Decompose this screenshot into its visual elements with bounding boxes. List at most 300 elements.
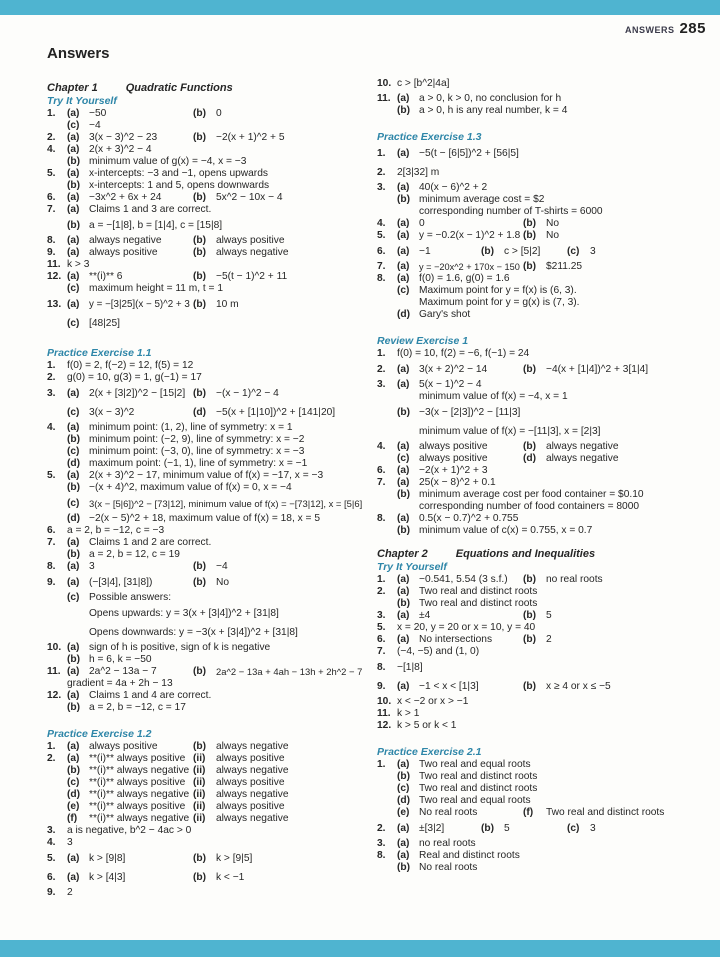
part-label: (b) bbox=[67, 654, 81, 665]
answer-row bbox=[377, 242, 707, 261]
part-label: (b) bbox=[481, 246, 495, 257]
answer-text: Two real and distinct roots bbox=[546, 807, 665, 818]
answer-text: h = 6, k = −50 bbox=[89, 654, 152, 665]
answer-text: always positive bbox=[216, 801, 285, 812]
answer-text: ±[3|2] bbox=[419, 823, 445, 834]
part-label: (a) bbox=[397, 379, 410, 390]
answer-text: **(i)** always negative bbox=[89, 765, 190, 776]
answer-row bbox=[47, 777, 365, 789]
part-label: (c) bbox=[397, 453, 410, 464]
answer-section bbox=[377, 74, 707, 117]
answer-text: k > 1 bbox=[397, 708, 420, 719]
answer-row bbox=[47, 825, 365, 837]
answer-row bbox=[377, 862, 707, 874]
answer-text: k > 3 bbox=[67, 259, 90, 270]
chapter-number: Chapter 1 bbox=[47, 82, 98, 94]
part-label: (b) bbox=[397, 862, 411, 873]
answer-text: corresponding number of T-shirts = 6000 bbox=[419, 206, 603, 217]
answer-row bbox=[377, 422, 707, 441]
part-label: (b) bbox=[523, 634, 537, 645]
part-label: (a) bbox=[67, 537, 80, 548]
answer-text: always positive bbox=[419, 441, 488, 452]
question-number: 2. bbox=[377, 586, 386, 597]
question-number: 3. bbox=[377, 182, 386, 193]
part-label: (b) bbox=[67, 156, 81, 167]
part-label: (a) bbox=[67, 204, 80, 215]
answer-text: k > [9|8] bbox=[89, 853, 126, 864]
part-label: (d) bbox=[193, 407, 207, 418]
part-label: (a) bbox=[397, 218, 410, 229]
part-label: (b) bbox=[67, 482, 81, 493]
answer-text: 3(x − 3)^2 − 23 bbox=[89, 132, 158, 143]
chapter-title: Equations and Inequalities bbox=[455, 548, 596, 560]
question-number: 1. bbox=[377, 574, 386, 585]
question-number: 10. bbox=[377, 78, 392, 89]
answer-text: a = 2, b = 12, c = 19 bbox=[89, 549, 180, 560]
answer-text: Two real and distinct roots bbox=[419, 783, 538, 794]
answer-row bbox=[47, 120, 365, 132]
part-label: (a) bbox=[67, 144, 80, 155]
page-title: Answers bbox=[47, 45, 110, 62]
part-label: (b) bbox=[397, 525, 411, 536]
answer-text: 3(x − [5|6])^2 − [73|12], minimum value of f(x) = −[73|12], x = [5|6] bbox=[89, 498, 363, 509]
answer-text: $211.25 bbox=[546, 261, 583, 272]
answer-row bbox=[377, 360, 707, 379]
answer-text: Claims 1 and 4 are correct. bbox=[89, 690, 212, 701]
answer-row bbox=[47, 561, 365, 573]
question-number: 6. bbox=[47, 872, 56, 883]
part-label: (b) bbox=[67, 702, 81, 713]
answer-row bbox=[377, 489, 707, 501]
answer-text: always negative bbox=[216, 789, 289, 800]
answer-text: minimum average cost = $2 bbox=[419, 194, 545, 205]
question-number: 4. bbox=[47, 837, 56, 848]
answer-text: Maximum point for y = g(x) is (7, 3). bbox=[419, 297, 580, 308]
section-heading: Try It Yourself bbox=[47, 95, 117, 107]
answer-text: Gary's shot bbox=[419, 309, 471, 320]
answer-row bbox=[377, 194, 707, 206]
answer-text: Two real and equal roots bbox=[419, 795, 531, 806]
answer-row bbox=[47, 168, 365, 180]
question-number: 7. bbox=[377, 646, 386, 657]
answer-row bbox=[47, 283, 365, 295]
part-label: (b) bbox=[397, 598, 411, 609]
answer-section bbox=[47, 728, 365, 899]
part-label: (ii) bbox=[193, 753, 206, 764]
answer-row bbox=[377, 838, 707, 850]
answer-text: [48|25] bbox=[89, 318, 120, 329]
answer-text: Opens upwards: y = 3(x + [3|4])^2 + [31|8] bbox=[89, 608, 279, 619]
answer-row bbox=[47, 372, 365, 384]
answer-row bbox=[377, 759, 707, 771]
answer-row bbox=[377, 465, 707, 477]
question-number: 1. bbox=[47, 360, 56, 371]
answer-row bbox=[47, 513, 365, 525]
answer-text: −2(x + 1)^2 + 5 bbox=[216, 132, 285, 143]
answer-text: −2(x + 1)^2 + 3 bbox=[419, 465, 488, 476]
answer-text: minimum value of f(x) = −4, x = 1 bbox=[419, 391, 568, 402]
answer-text: −4 bbox=[216, 561, 228, 572]
answer-section bbox=[47, 347, 365, 714]
answer-row bbox=[47, 204, 365, 216]
question-number: 8. bbox=[377, 662, 386, 673]
answer-row bbox=[47, 623, 365, 642]
bottom-color-bar bbox=[0, 940, 720, 957]
answer-text: (−4, −5) and (1, 0) bbox=[397, 646, 480, 657]
answer-row bbox=[47, 180, 365, 192]
answer-row bbox=[377, 230, 707, 242]
question-number: 7. bbox=[47, 204, 56, 215]
part-label: (a) bbox=[397, 850, 410, 861]
answer-text: y = −20x^2 + 170x − 150 bbox=[419, 262, 520, 272]
answer-row bbox=[47, 666, 365, 678]
chapter-number: Chapter 2 bbox=[377, 548, 428, 560]
answer-text: Possible answers: bbox=[89, 592, 172, 603]
part-label: (a) bbox=[397, 838, 410, 849]
answer-text: 2 bbox=[546, 634, 552, 645]
answer-row bbox=[377, 261, 707, 273]
answer-row bbox=[377, 206, 707, 218]
part-label: (d) bbox=[397, 309, 411, 320]
answer-row bbox=[47, 789, 365, 801]
page-number: 285 bbox=[679, 20, 706, 37]
answer-text: 2(x + 3)^2 − 4 bbox=[89, 144, 152, 155]
part-label: (a) bbox=[67, 577, 80, 588]
answer-text: Opens downwards: y = −3(x + [3|4])^2 + [31|8] bbox=[89, 627, 298, 638]
question-number: 6. bbox=[47, 525, 56, 536]
answer-row bbox=[377, 441, 707, 453]
answer-text: No bbox=[546, 230, 560, 241]
part-label: (a) bbox=[67, 741, 80, 752]
answer-row bbox=[377, 586, 707, 598]
answer-section bbox=[377, 131, 707, 321]
part-label: (a) bbox=[397, 273, 410, 284]
question-number: 12. bbox=[47, 690, 62, 701]
answer-text: f(0) = 2, f(−2) = 12, f(5) = 12 bbox=[67, 360, 194, 371]
answer-text: −(x + 4)^2, maximum value of f(x) = 0, x = −4 bbox=[89, 482, 292, 493]
part-label: (a) bbox=[67, 666, 80, 677]
answer-text: 2(x + [3|2])^2 − [15|2] bbox=[89, 388, 186, 399]
part-label: (c) bbox=[397, 285, 410, 296]
part-label: (a) bbox=[397, 610, 410, 621]
answer-text: minimum point: (−2, 9), line of symmetry: x = −2 bbox=[89, 434, 305, 445]
answer-text: minimum value of g(x) = −4, x = −3 bbox=[89, 156, 247, 167]
answer-text: 10 m bbox=[216, 299, 239, 310]
question-number: 1. bbox=[377, 348, 386, 359]
answer-row bbox=[377, 610, 707, 622]
answer-text: −5(t − [6|5])^2 + [56|5] bbox=[419, 148, 519, 159]
answer-row bbox=[377, 403, 707, 422]
question-number: 6. bbox=[377, 634, 386, 645]
part-label: (a) bbox=[397, 364, 410, 375]
question-number: 7. bbox=[377, 261, 386, 272]
answer-row bbox=[377, 646, 707, 658]
answer-row bbox=[377, 218, 707, 230]
question-number: 7. bbox=[47, 537, 56, 548]
part-label: (a) bbox=[397, 441, 410, 452]
part-label: (a) bbox=[397, 148, 410, 159]
part-label: (a) bbox=[67, 422, 80, 433]
part-label: (a) bbox=[397, 261, 410, 272]
answer-row bbox=[47, 525, 365, 537]
answer-text: Two real and distinct roots bbox=[419, 586, 538, 597]
answer-text: No real roots bbox=[419, 862, 478, 873]
answer-text: 40(x − 6)^2 + 2 bbox=[419, 182, 488, 193]
part-label: (b) bbox=[67, 549, 81, 560]
answer-row bbox=[47, 537, 365, 549]
question-number: 11. bbox=[377, 708, 391, 719]
part-label: (b) bbox=[67, 434, 81, 445]
answer-row bbox=[377, 477, 707, 489]
answer-row bbox=[377, 379, 707, 391]
answer-row bbox=[377, 309, 707, 321]
part-label: (a) bbox=[67, 753, 80, 764]
answer-section bbox=[377, 561, 707, 732]
answer-text: x-intercepts: 1 and 5, opens downwards bbox=[89, 180, 270, 191]
answer-row bbox=[377, 273, 707, 285]
question-number: 2. bbox=[47, 372, 56, 383]
left-column bbox=[47, 71, 365, 899]
answer-text: minimum point: (1, 2), line of symmetry: x = 1 bbox=[89, 422, 293, 433]
answer-text: x ≥ 4 or x ≤ −5 bbox=[546, 681, 611, 692]
answer-row bbox=[47, 108, 365, 120]
answer-text: 0.5(x − 0.7)^2 + 0.755 bbox=[419, 513, 519, 524]
answer-row bbox=[47, 271, 365, 283]
answer-row bbox=[377, 182, 707, 194]
question-number: 8. bbox=[377, 513, 386, 524]
part-label: (b) bbox=[193, 271, 207, 282]
answer-text: always negative bbox=[546, 441, 619, 452]
answer-row bbox=[377, 453, 707, 465]
answer-section bbox=[377, 335, 707, 537]
part-label: (d) bbox=[67, 513, 81, 524]
question-number: 9. bbox=[47, 247, 56, 258]
answer-row bbox=[377, 93, 707, 105]
part-label: (b) bbox=[523, 681, 537, 692]
part-label: (d) bbox=[67, 789, 81, 800]
answer-text: 3(x + 2)^2 − 14 bbox=[419, 364, 488, 375]
answer-text: 3(x − 3)^2 bbox=[89, 407, 135, 418]
question-number: 5. bbox=[377, 622, 386, 633]
answer-text: corresponding number of food containers = 8000 bbox=[419, 501, 640, 512]
answer-text: −4(x + [1|4])^2 + 3[1|4] bbox=[546, 364, 649, 375]
answer-text: Two real and distinct roots bbox=[419, 771, 538, 782]
answer-text: No bbox=[546, 218, 560, 229]
answer-text: x = 20, y = 20 or x = 10, y = 40 bbox=[397, 622, 536, 633]
part-label: (c) bbox=[67, 407, 80, 418]
question-number: 3. bbox=[377, 379, 386, 390]
question-number: 2. bbox=[377, 167, 386, 178]
answer-text: 2[3|32] m bbox=[397, 167, 440, 178]
question-number: 1. bbox=[377, 148, 386, 159]
answer-text: a > 0, h is any real number, k = 4 bbox=[419, 105, 568, 116]
top-color-bar bbox=[0, 0, 720, 15]
answer-row bbox=[47, 458, 365, 470]
answer-text: 0 bbox=[419, 218, 425, 229]
answer-text: x-intercepts: −3 and −1, opens upwards bbox=[89, 168, 268, 179]
question-number: 2. bbox=[377, 823, 386, 834]
answer-row bbox=[377, 622, 707, 634]
part-label: (a) bbox=[397, 759, 410, 770]
answer-row bbox=[377, 391, 707, 403]
chapter-title: Quadratic Functions bbox=[125, 82, 233, 94]
part-label: (a) bbox=[67, 132, 80, 143]
answer-text: 5 bbox=[504, 823, 510, 834]
answer-text: **(i)** 6 bbox=[89, 271, 123, 282]
part-label: (a) bbox=[397, 93, 410, 104]
part-label: (b) bbox=[523, 230, 537, 241]
answer-text: always negative bbox=[216, 765, 289, 776]
part-label: (f) bbox=[523, 807, 534, 818]
part-label: (b) bbox=[193, 192, 207, 203]
answer-text: 5(x − 1)^2 − 4 bbox=[419, 379, 482, 390]
question-number: 2. bbox=[377, 364, 386, 375]
part-label: (b) bbox=[193, 577, 207, 588]
answer-text: 2a^2 − 13a − 7 bbox=[89, 666, 157, 677]
answer-text: 2(x + 3)^2 − 17, minimum value of f(x) = −17, x = −3 bbox=[89, 470, 324, 481]
answer-text: **(i)** always positive bbox=[89, 753, 186, 764]
answer-text: always negative bbox=[216, 813, 289, 824]
answer-text: 3 bbox=[67, 837, 73, 848]
answer-text: always positive bbox=[419, 453, 488, 464]
part-label: (a) bbox=[397, 477, 410, 488]
part-label: (c) bbox=[567, 823, 580, 834]
part-label: (b) bbox=[67, 765, 81, 776]
part-label: (d) bbox=[397, 795, 411, 806]
answer-section bbox=[47, 95, 365, 333]
part-label: (a) bbox=[397, 586, 410, 597]
answer-row bbox=[47, 156, 365, 168]
answer-row bbox=[47, 837, 365, 849]
part-label: (e) bbox=[67, 801, 80, 812]
question-number: 2. bbox=[47, 132, 56, 143]
answer-text: 5x^2 − 10x − 4 bbox=[216, 192, 283, 203]
answer-text: always negative bbox=[546, 453, 619, 464]
part-label: (a) bbox=[397, 182, 410, 193]
answer-text: always positive bbox=[216, 777, 285, 788]
part-label: (b) bbox=[523, 574, 537, 585]
answer-text: a = 2, b = −12, c = 17 bbox=[89, 702, 186, 713]
answer-text: No bbox=[216, 577, 230, 588]
section-heading: Practice Exercise 1.2 bbox=[47, 728, 152, 740]
question-number: 12. bbox=[377, 720, 392, 731]
part-label: (b) bbox=[523, 218, 537, 229]
answer-text: k > [4|3] bbox=[89, 872, 126, 883]
part-label: (b) bbox=[397, 105, 411, 116]
answer-text: gradient = 4a + 2h − 13 bbox=[67, 678, 173, 689]
answer-row bbox=[47, 384, 365, 403]
answer-text: c > [b^2|4a] bbox=[397, 78, 450, 89]
answer-row bbox=[47, 360, 365, 372]
question-number: 5. bbox=[47, 168, 56, 179]
answer-row bbox=[377, 771, 707, 783]
part-label: (ii) bbox=[193, 765, 206, 776]
answer-text: −50 bbox=[89, 108, 107, 119]
section-heading: Practice Exercise 1.3 bbox=[377, 131, 482, 143]
part-label: (b) bbox=[193, 108, 207, 119]
answer-text: **(i)** always positive bbox=[89, 801, 186, 812]
answer-row bbox=[377, 795, 707, 807]
question-number: 2. bbox=[47, 753, 56, 764]
part-label: (ii) bbox=[193, 777, 206, 788]
answer-text: 5 bbox=[546, 610, 552, 621]
answer-text: ±4 bbox=[419, 610, 431, 621]
question-number: 11. bbox=[47, 666, 61, 677]
answer-row bbox=[47, 216, 365, 235]
running-header bbox=[625, 20, 706, 37]
part-label: (d) bbox=[523, 453, 537, 464]
part-label: (a) bbox=[67, 192, 80, 203]
answer-text: Two real and equal roots bbox=[419, 759, 531, 770]
answer-text: 3 bbox=[590, 246, 596, 257]
answer-row bbox=[377, 598, 707, 610]
answer-row bbox=[377, 658, 707, 677]
answer-row bbox=[47, 604, 365, 623]
question-number: 8. bbox=[377, 850, 386, 861]
answer-row bbox=[377, 501, 707, 513]
answer-text: g(0) = 10, g(3) = 1, g(−1) = 17 bbox=[67, 372, 202, 383]
answer-text: maximum point: (−1, 1), line of symmetry: x = −1 bbox=[89, 458, 308, 469]
answer-text: f(0) = 1.6, g(0) = 1.6 bbox=[419, 273, 510, 284]
question-number: 5. bbox=[47, 470, 56, 481]
answer-row bbox=[47, 753, 365, 765]
answer-row bbox=[47, 470, 365, 482]
part-label: (b) bbox=[193, 561, 207, 572]
answer-text: −2(x − 5)^2 + 18, maximum value of f(x) = 18, x = 5 bbox=[89, 513, 320, 524]
answer-text: f(0) = 10, f(2) = −6, f(−1) = 24 bbox=[397, 348, 530, 359]
answer-text: always positive bbox=[89, 741, 158, 752]
answer-row bbox=[47, 259, 365, 271]
answer-row bbox=[377, 513, 707, 525]
answer-row bbox=[377, 634, 707, 646]
part-label: (b) bbox=[397, 194, 411, 205]
question-number: 6. bbox=[377, 465, 386, 476]
answer-row bbox=[47, 813, 365, 825]
answer-text: 3 bbox=[89, 561, 95, 572]
answer-text: −1 < x < [1|3] bbox=[419, 681, 479, 692]
answer-text: minimum value of c(x) = 0.755, x = 0.7 bbox=[419, 525, 593, 536]
answer-row bbox=[377, 720, 707, 732]
part-label: (c) bbox=[67, 283, 80, 294]
part-label: (f) bbox=[67, 813, 78, 824]
answer-row bbox=[47, 247, 365, 259]
answer-row bbox=[377, 163, 707, 182]
answer-row bbox=[47, 314, 365, 333]
part-label: (b) bbox=[193, 853, 207, 864]
part-label: (a) bbox=[67, 853, 80, 864]
answer-text: sign of h is positive, sign of k is negative bbox=[89, 642, 271, 653]
part-label: (a) bbox=[67, 299, 80, 310]
answer-row bbox=[377, 850, 707, 862]
answer-text: Two real and distinct roots bbox=[419, 598, 538, 609]
answer-row bbox=[47, 690, 365, 702]
answer-text: c > [5|2] bbox=[504, 246, 541, 257]
answer-text: always negative bbox=[216, 741, 289, 752]
answer-text: Real and distinct roots bbox=[419, 850, 520, 861]
part-label: (a) bbox=[67, 271, 80, 282]
answer-text: maximum height = 11 m, t = 1 bbox=[89, 283, 224, 294]
part-label: (c) bbox=[67, 777, 80, 788]
section-heading: Review Exercise 1 bbox=[377, 335, 469, 347]
answer-row bbox=[47, 446, 365, 458]
answer-row bbox=[47, 494, 365, 513]
question-number: 11. bbox=[47, 259, 61, 270]
question-number: 10. bbox=[47, 642, 62, 653]
part-label: (a) bbox=[397, 634, 410, 645]
answer-text: −(x − 1)^2 − 4 bbox=[216, 388, 279, 399]
answer-row bbox=[47, 654, 365, 666]
part-label: (b) bbox=[193, 666, 207, 677]
